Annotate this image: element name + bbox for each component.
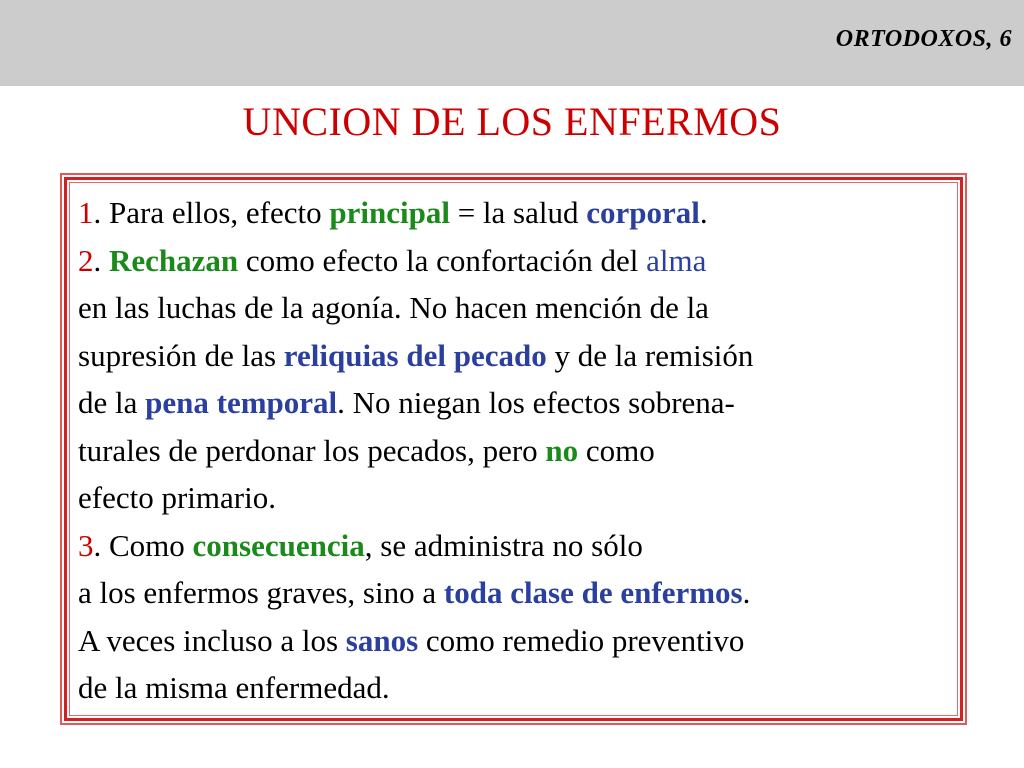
text-segment: como efecto la confortación del: [238, 242, 647, 278]
text-segment: como: [578, 432, 655, 468]
text-segment: . Para ellos, efecto: [93, 195, 330, 230]
text-segment: .: [699, 195, 708, 230]
emphasis-reliquias-del-pecado: reliquias del pecado: [283, 337, 547, 373]
item-number-3: 3: [78, 527, 94, 563]
emphasis-no: no: [545, 432, 579, 468]
text-segment: , se administra no sólo: [364, 527, 643, 563]
text-segment: turales de perdonar los pecados, pero: [78, 432, 546, 468]
header-bar: [0, 0, 1024, 86]
text-line-4: [78, 332, 954, 380]
emphasis-alma: alma: [646, 242, 707, 278]
text-line-7: [78, 474, 954, 522]
text-line-10: [78, 617, 954, 665]
slide-title: UNCION DE LOS ENFERMOS: [242, 99, 782, 144]
header-label: ORTODOXOS, 6: [835, 26, 1012, 52]
text-line-3: [78, 284, 954, 332]
text-segment: .: [93, 242, 109, 278]
text-line-2: [78, 237, 954, 285]
text-line-1: [78, 189, 954, 237]
text-segment: supresión de las: [78, 337, 284, 373]
item-number-2: 2: [78, 242, 94, 278]
emphasis-principal: principal: [329, 195, 450, 230]
text-segment: . Como: [93, 527, 193, 563]
emphasis-rechazan: Rechazan: [109, 242, 239, 278]
text-line-11: [78, 664, 954, 712]
text-segment: y de la remisión: [546, 337, 754, 373]
text-line-8: [78, 522, 954, 570]
text-segment: . No niegan los efectos sobrena-: [337, 385, 735, 420]
emphasis-corporal: corporal: [586, 195, 700, 230]
text-segment: de la misma enfermedad.: [78, 670, 390, 705]
text-line-5: [78, 379, 954, 427]
emphasis-pena-temporal: pena temporal: [145, 385, 338, 420]
text-segment: de la: [78, 385, 146, 420]
emphasis-sanos: sanos: [345, 622, 419, 658]
text-segment: = la salud: [449, 195, 587, 230]
text-line-6: [78, 427, 954, 475]
emphasis-toda-clase-de-enfermos: toda clase de enfermos: [443, 575, 743, 610]
emphasis-consecuencia: consecuencia: [192, 527, 365, 563]
text-line-9: [78, 569, 954, 617]
text-box-content: [78, 189, 954, 712]
text-segment: como remedio preventivo: [418, 622, 745, 658]
text-segment: A veces incluso a los: [78, 622, 346, 658]
text-segment: .: [742, 575, 751, 610]
text-segment: en las luchas de la agonía. No hacen mención de la: [78, 290, 709, 325]
item-number-1: 1: [78, 195, 94, 230]
text-segment: a los enfermos graves, sino a: [78, 575, 444, 610]
text-segment: efecto primario.: [78, 480, 276, 515]
